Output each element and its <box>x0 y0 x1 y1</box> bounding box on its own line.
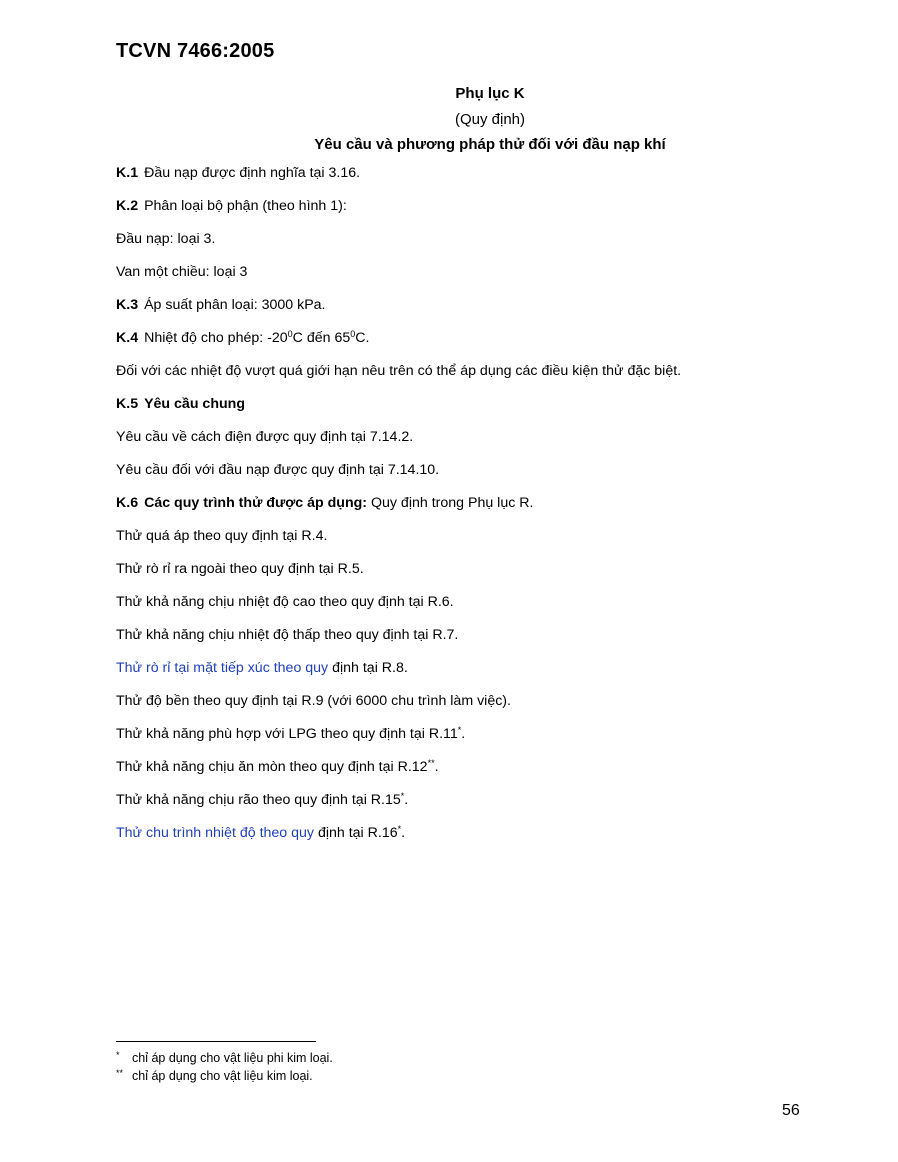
clause-bold-text: Các quy trình thử được áp dụng: <box>144 495 368 511</box>
period: . <box>461 726 466 742</box>
footnote <box>116 1050 333 1065</box>
footnote-mark: * <box>116 1050 120 1060</box>
clause-k2 <box>116 197 347 215</box>
test-overpressure: Thử quá áp theo quy định tại R.4. <box>116 528 328 544</box>
test-thermal-cycling <box>116 824 405 842</box>
clause-k4 <box>116 329 369 347</box>
footnote-reference: * <box>400 791 405 801</box>
degree-superscript: 0 <box>350 329 356 339</box>
clause-number: K.2 <box>116 198 139 214</box>
clause-text: Đầu nạp được định nghĩa tại 3.16. <box>144 165 361 181</box>
test-corrosion <box>116 758 439 776</box>
clause-text: C. <box>355 330 370 346</box>
clause-text: Yêu cầu chung <box>144 396 245 412</box>
test-low-temperature: Thử khả năng chịu nhiệt độ thấp theo quy định tại R.7. <box>116 627 459 643</box>
footnote-reference: ** <box>427 758 435 768</box>
footnote <box>116 1068 313 1083</box>
test-text: Thử khả năng phù hợp với LPG theo quy định tại R.11 <box>116 726 458 742</box>
clause-number: K.4 <box>116 330 139 346</box>
clause-text: Phân loại bộ phận (theo hình 1): <box>144 198 347 214</box>
footnote-text: chỉ áp dụng cho vật liệu kim loại. <box>132 1069 313 1083</box>
degree-superscript: 0 <box>287 329 293 339</box>
highlighted-text: Thử chu trình nhiệt độ theo quy <box>116 825 315 841</box>
standard-code-header: TCVN 7466:2005 <box>116 40 275 62</box>
clause-number: K.3 <box>116 297 139 313</box>
footnote-reference: * <box>397 824 402 834</box>
clause-text: Quy định trong Phụ lục R. <box>367 495 534 511</box>
test-text: định tại R.16 <box>314 825 398 841</box>
footnote-mark: ** <box>116 1068 124 1078</box>
clause-text: Nhiệt độ cho phép: -20 <box>144 330 288 346</box>
highlighted-text: Thử rò rỉ tại mặt tiếp xúc theo quy <box>116 660 329 676</box>
test-lpg-compatibility <box>116 725 465 743</box>
footnote-reference: * <box>457 725 462 735</box>
test-durability: Thử độ bền theo quy định tại R.9 (với 6000 chu trình làm việc). <box>116 693 511 709</box>
clause-text: Áp suất phân loại: 3000 kPa. <box>144 297 326 313</box>
clause-k3 <box>116 296 326 314</box>
requirement-filler: Yêu cầu đối với đầu nạp được quy định tại 7.14.10. <box>116 462 440 478</box>
clause-k5 <box>116 395 245 413</box>
class-filler: Đầu nạp: loại 3. <box>116 231 216 247</box>
clause-text: C đến 65 <box>292 330 351 346</box>
footnote-divider <box>116 1041 316 1042</box>
clause-number: K.5 <box>116 396 139 412</box>
annex-title: Phụ lục K <box>455 85 525 102</box>
period: . <box>404 792 409 808</box>
requirement-insulation: Yêu cầu về cách điện được quy định tại 7.14.2. <box>116 429 414 445</box>
test-text: Thử khả năng chịu ăn mòn theo quy định tại R.12 <box>116 759 428 775</box>
clause-k1 <box>116 164 360 182</box>
annex-heading: Yêu cầu và phương pháp thử đối với đầu nạp khí <box>314 136 666 153</box>
test-text: Thử khả năng chịu rão theo quy định tại R.15 <box>116 792 401 808</box>
temperature-note: Đối với các nhiệt độ vượt quá giới hạn nêu trên có thể áp dụng các điều kiện thử đặc biệt. <box>116 363 682 379</box>
class-check-valve: Van một chiều: loại 3 <box>116 264 248 280</box>
clause-number: K.6 <box>116 495 139 511</box>
annex-type: (Quy định) <box>454 111 526 128</box>
clause-number: K.1 <box>116 165 139 181</box>
test-external-leak: Thử rò rỉ ra ngoài theo quy định tại R.5. <box>116 561 364 577</box>
test-text: định tại R.8. <box>328 660 408 676</box>
clause-k6 <box>116 494 533 512</box>
period: . <box>401 825 406 841</box>
period: . <box>434 759 439 775</box>
test-aging <box>116 791 408 809</box>
page-number: 56 <box>782 1102 800 1119</box>
test-seat-leakage <box>116 659 408 677</box>
test-high-temperature: Thử khả năng chịu nhiệt độ cao theo quy định tại R.6. <box>116 594 454 610</box>
footnote-text: chỉ áp dụng cho vật liệu phi kim loại. <box>132 1051 333 1065</box>
